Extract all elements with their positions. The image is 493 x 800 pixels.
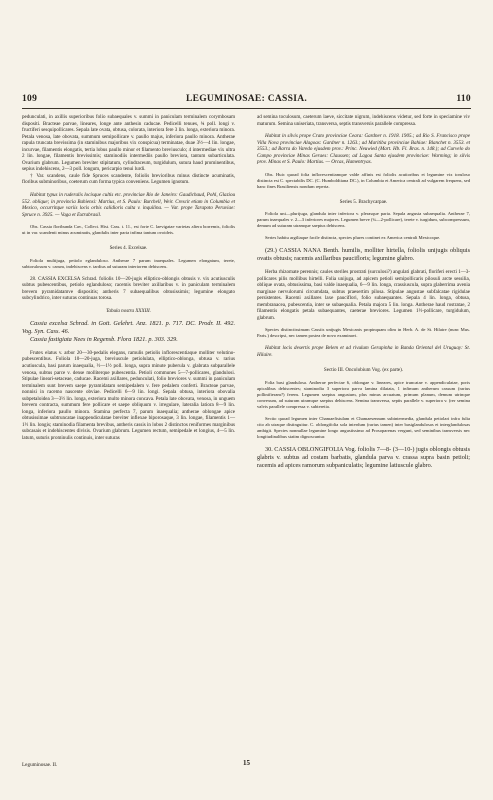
paragraph: Habitat locis desertis prope Belem et ad rivulum Gerapinha in Banda Oriental del Uruguay: St. Hilaire. xyxy=(257,345,470,358)
right-column xyxy=(257,114,470,469)
paragraph: Series 5. Brachycarpae. xyxy=(339,198,388,205)
paragraph: Habitat typus in ruderalis locisque cultis etc. provinciae Rio de Janeiro: Gaudichaud, Pohl, Glaziou 552. oblique; in provincia Bahiensi: Martius, et S. Paulo: Burchell, Weir. Crescit etiam in Columbia et Mexico, occurritque variis locis orbis calidioris culta v. inquilina. — Var. prope Tarapoto Peruviae: Spruce n. 3925. — Vaga et Extrabrasil. xyxy=(22,192,235,218)
paragraph: Series habitu argiliaque facile distincta, species plures continet ex America centrali Mexicoque. xyxy=(265,235,441,241)
paragraph: Foliola multijuga, petiolo eglanduloso. Antherae 7 parum inaequales. Legumen elongatum, terete, subtorulosum v. carum, indehiscens v. tardius ad suturam interiorem dehiscens. xyxy=(22,257,235,269)
paragraph-spacer xyxy=(22,236,235,245)
paragraph: Habitat in silvis prope Crato provinciae Ceara: Gardner n. 1918. 1905.; ad Rio S. Francisco prope Villa Nova provinciae Alagoas: Gardner n. 1263.; ad Maritiba provinciae Bahiae: Blanchet n. 3553. et 3553.; ad Barra do Varedo ejusdem prov.: Princ. Neuwied (Mart. Hb. Fl. Bras. n. 148.); ad Curvelo do Campo provinciae Minas Geraes: Claussen; ad Lagoa Santa ejusdem provinciae: Warming; in silvis prov. Minas et S. Paulo: Martius. — Orcas, Hamentryas. xyxy=(257,133,470,166)
page-number-right: 110 xyxy=(456,94,471,104)
sheet-number: 15 xyxy=(243,759,250,767)
left-column xyxy=(22,114,235,442)
paragraph: 30. CASSIA OBLONGIFOLIA Vog. foliolis 7—8- (3—10-) jugis oblongis obtusis glabris v. subtus ad costam barbatis, glandula parva v. crassa supra basin petioli; racemis ad apices ramorum subpaniculatis; legumine latiuscule glabro. xyxy=(257,445,470,469)
paragraph: Herba rhizomate perennis; caules steriles prostrati (surculosi?) angulati glabrati, floriferi erecti 1—3-pollicares pilis mollibus hirtelli. Folia unijuga, ad apicem petioli semipollicaris pilosuli arcte sessilia, oblique ovata, obtusissima, basi valde inaequalia, 6—9 lin. longa, crassiuscula, supra glaberrima avenia marginae nervulorumi circumdata, subtus praesertim pilosa. Stipulae angustae subfalcatae rigidulae persistentes. Racemi axillares laxe pauciflori, folio subaequantes. Sepala 4 lin. longa, obtusa, membranacea, pubescentia, inter se subaequalia. Petala majora 5 lin. longa. Antherae haud rostratae, 2 filamentis elongatis petala subaequantes, caeterae breviores. Legumen 1½-pollicare, turgidulum, glabrum. xyxy=(257,268,470,321)
paragraph: Tabula nostra XXXIII. xyxy=(106,307,151,314)
signature-mark: Leguminosae. II. xyxy=(22,762,58,768)
paragraph: Species distinctissimam Cassiis unijugis Mexicanis propinquam olim in Herb. A. de St. Hilaire (nunc Mus. Paris.) descripsi, nec tamen postea de novo examinavi. xyxy=(257,327,470,339)
paragraph: Obs. Cassia floribunda Cav., Collect. Hist. Cass. t. 11., est forte C. laevigatae varietas altera borremis, foliolis ut in var. scandenti minus acuminatis, glandulis inter paria infima tantum ovoideis. xyxy=(22,224,235,236)
running-title: LEGUMINOSAE: CASSIA. xyxy=(185,94,308,104)
header-rule xyxy=(22,108,471,109)
paragraph: (29.) CASSIA NANA Benth. humilis, molliter hirtella, foliolis unijugis obliquis ovatis obtusis; racemis axillaribus paucifloris; legumine glabro. xyxy=(257,247,470,263)
paragraph: 28. CASSIA EXCELSA Schrad. foliolis 10—20-jugis elliptico-oblongis obtusis v. vix acutiusculis subtus pubescentibus, petiolo eglanduloso; racemis breviter axillaribus v. in paniculam terminalem brevem pyramidatamve dispositis; antheris 7 subaequalibus obtusissimis; legumine elongato subcylindrico, inter suturas continuas torosa. xyxy=(22,275,235,302)
paragraph: Cassia excelsa Schrad. in Gott. Gelehrt. Anz. 1821. p. 717. DC. Prodr. II. 492. Vog. Syn. Cass. 46. xyxy=(22,320,235,336)
page-header xyxy=(22,94,471,108)
paragraph: Cassia fastigiata Nees in Regensb. Flora 1821. p. 303. 329. xyxy=(30,336,178,344)
paragraph: Sectio III. Oncolobium Vog. (ex parte). xyxy=(323,367,404,374)
paragraph: pedunculati, in axillis superioribus folio subaequales v. summi in paniculam terminalem corymbosam dispositi. Bracteae parvae, lineares, longe ante anthesin caducae. Pedicelli tenues, ¾ poll. longi v. fructiferi sesquipollicares. Sepala late ovata, obtusa, colorata, interiora fere 3 lin. longa, exteriora minora. Petala venosa, late obovata, summum semipollicare v. paullo majus, inferiora paullo minora. Antherae rapula truncata brevissima (in staminibus majoribus vix conspicua) terminatae, duae 3½—4 lin. longae, incurvae, filamentis elongatis, tertia lobus paullo minor et filamento breviusculo; 4 intermediae vix ultra 2 lin. longae, filamentis brevissimis; staminodiis intermediis paullo breviora, tantum subarticulata. Ovarium glabrum. Legumen breviter stipitatum, cylindraceum, turgidulum, sutura haud prominentibus, sepius indehiscens, 2—3 poll. longum, pericarpio tenui lurdi. xyxy=(22,114,235,173)
paragraph: Series 4. Excelsae. xyxy=(109,245,148,252)
paragraph: Obs. Huic quoad folia inflorescentiamque valde affinis est foliolis acutioribus et legumine vix toruloso distincta est C. spectabilis DC. (C. Humboldtiana DC.), in Columbia et America centrali ad vulgarem frequens, sed hanc fines Brasiliensis nondum reperta. xyxy=(257,171,470,189)
paragraph: ad semina toculosum, caeterum laeve, siccitate nigrum, indehiscens videtur, sed forte in speciamine viv maturum. Semina uniseriata, transversa, septis transversis parallele compressa. xyxy=(257,114,470,127)
paragraph: Foliola uni—plurijuga, glandula inter inferiora v. plerasque paria. Sepala angusta subaequalia. Antherae 7, parum inaequales v. 2—3 inferiores majores. Legumen breve (¾—2-pollicare), terete v. turgidum, subcompressum, demum ad suturam utramque saepius dehiscens. xyxy=(257,211,470,229)
paragraph: Sectio quoad legumen inter Chamaefistulam et Chamaesennam subintermedia, glandula petiolari infra fulia cito ab utraque distinguitur. C. oblongifolia sola interdum (rarius tamen) inter basiglandulosas et interglandulosas ambigit. Species nonnullae legumine longo angustissimo ad Prosoparenas vergunt, sed seminibus transversis nec longitudinalibus statim dignoscuntur. xyxy=(257,415,470,439)
paragraph: Folia basi glandulosa. Antherae perfectae 6, oblongae v. lineares, apice truncatae v. appendiculatae, poris apicalibus dehiscentes; staminodia 3 superiora parva lamina dilatata, 1 infimum antherum cassum (rarius pollinifieram?) ferens. Legumen saepius angustum, plus minus arcuatum, primum planum, demum utrinque convexum, ad suturam utramque saepius dehiscens. Semina transversa, septis parallele v. superiora v. (rer semina valvis parallele compressa v. subteretia. xyxy=(257,379,470,409)
paragraph: Frutex elatus v. arbor 20—30-pedalis elegans, ramulis petiolis inflorescentiaque molliter velutino-pubescentibus. Foliola 10—20-juga, breviuscule petiolulata, elliptico-oblonga, obtusa v. rarius acutiuscula, basi parum inaequalia, ½—1½ poll. longa, supra minute puberula v. glabrata subparallele venosa, subtus parce v. dense molliterque pubescentia. Petioli communes 5—7-pollicares, glandulosi. Stipulae lineari-setaceae, caducae. Racemi axillares, pedunculati, folio breviores v. summi in paniculam terminalem sunt brevem saepe pyramidatam semipedalem v. fere pedalem conferti. Bracteae parvae, nonnisi in racemo nascente obviae. Pedicelli 6—9 lin. longi. Sepala obtusa, interiora obovalia subpetaloidea 3—3½ lin. longa, exteriora multo minora concava. Petala late obovata, venosa, in unguem brevem contracta, summum fere pollicare et saepe obliquum v. irregulare, lateralia latiora 8—9 lin. longa, inferiora paullo minora. Stamina perfecta 7, parum inaequalia; antherae oblongae apice obtusissimae subtruncatae inappendiculatae breviter inflexae biporosaque, 3 lin. longae, filamentis 1—1½ lin. longis; staminodia filamenta brevibus, antheris cassis in lobos 2 distinctos reniformes marginibus subcasais et indehiscentes divisis. Ovarium glabrum. Legumen rectum, semipedale et longius, 4—5 lin. latum, suturis prominulis continuis, inter suturas xyxy=(22,349,235,441)
paragraph: † Var. scandens, caule fide Spruces scandente, foliolis brevioribus minus distincte acuminatis, floribus subminoribus, coeterum cum forma typica conveniens. Legumen ignotum. xyxy=(22,172,235,186)
page-number-left: 109 xyxy=(22,94,38,104)
paragraph-spacer xyxy=(257,190,470,199)
